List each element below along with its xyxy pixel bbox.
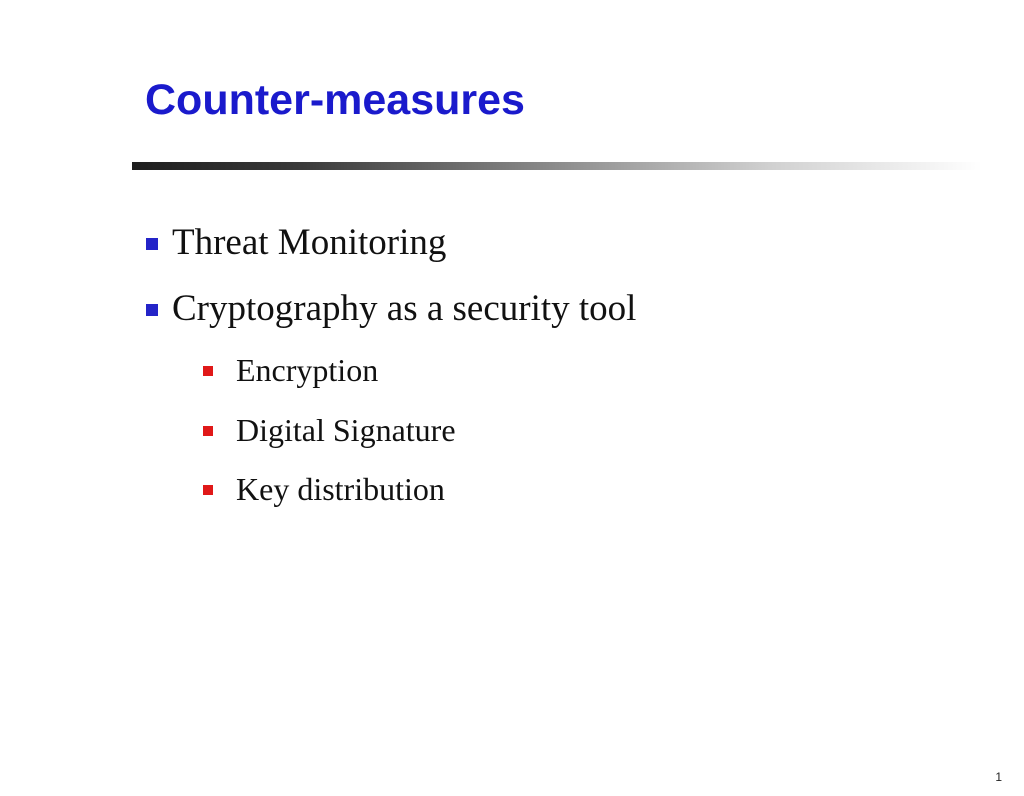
square-bullet-icon <box>146 238 158 250</box>
bullet-text: Threat Monitoring <box>172 222 447 263</box>
bullet-text: Key distribution <box>236 471 445 507</box>
square-bullet-icon <box>203 485 213 495</box>
bullet-text: Cryptography as a security tool <box>172 288 637 329</box>
square-bullet-icon <box>203 426 213 436</box>
sub-bullet-item <box>236 470 445 508</box>
bullet-text: Encryption <box>236 352 379 388</box>
page-number: 1 <box>995 770 1002 784</box>
bullet-item <box>172 287 636 331</box>
bullet-text: Digital Signature <box>236 412 456 448</box>
bullet-item <box>172 221 446 265</box>
sub-bullet-item <box>236 411 456 449</box>
square-bullet-icon <box>146 304 158 316</box>
title-divider <box>132 162 982 170</box>
square-bullet-icon <box>203 366 213 376</box>
slide-title: Counter-measures <box>145 76 525 124</box>
sub-bullet-item <box>236 351 378 389</box>
